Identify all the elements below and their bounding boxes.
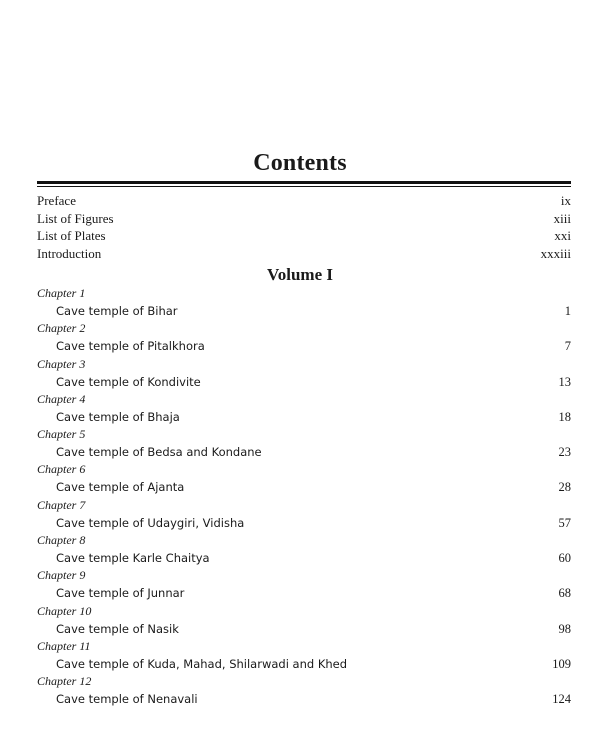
chapter-entry xyxy=(37,532,571,567)
chapter-row xyxy=(37,514,571,532)
chapter-label: Chapter 1 xyxy=(37,286,86,300)
chapter-entry xyxy=(37,356,571,391)
chapter-entry xyxy=(37,567,571,602)
chapter-title: Cave temple of Kuda, Mahad, Shilarwadi and Khed xyxy=(56,656,348,671)
chapter-row xyxy=(37,478,571,496)
front-matter-page: xxxiii xyxy=(540,246,571,262)
chapter-title: Cave temple of Bedsa and Kondane xyxy=(56,445,262,460)
chapter-entry xyxy=(37,603,571,638)
front-matter-item xyxy=(37,210,571,228)
chapter-page: 57 xyxy=(558,515,571,530)
front-matter-list xyxy=(37,192,571,263)
chapter-label: Chapter 9 xyxy=(37,568,86,583)
chapter-row xyxy=(37,408,571,426)
chapter-label: Chapter 5 xyxy=(37,427,86,442)
chapter-page: 23 xyxy=(558,445,571,460)
chapter-entry xyxy=(37,285,571,320)
front-matter-item xyxy=(37,245,571,263)
chapter-row xyxy=(37,655,571,673)
chapter-entry xyxy=(37,426,571,461)
chapter-row xyxy=(37,443,571,461)
front-matter-label: List of Plates xyxy=(37,228,106,244)
chapter-label: Chapter 6 xyxy=(37,462,86,477)
chapter-page: 28 xyxy=(558,480,571,495)
chapter-title: Cave temple of Kondivite xyxy=(56,374,201,389)
page-title: Contents xyxy=(253,150,347,176)
chapter-entry xyxy=(37,638,571,673)
chapter-label: Chapter 8 xyxy=(37,533,86,548)
front-matter-page: xxi xyxy=(554,228,571,244)
chapter-page: 13 xyxy=(558,374,571,389)
chapter-page: 68 xyxy=(558,586,571,601)
chapter-page: 98 xyxy=(558,621,571,636)
chapter-row xyxy=(37,302,571,320)
front-matter-item xyxy=(37,192,571,210)
title-rule-thin xyxy=(37,186,571,187)
chapter-title: Cave temple of Pitalkhora xyxy=(56,339,205,354)
front-matter-label: List of Figures xyxy=(37,210,114,226)
chapter-title: Cave temple of Nasik xyxy=(56,621,179,636)
chapter-row xyxy=(37,373,571,391)
chapter-title: Cave temple of Udaygiri, Vidisha xyxy=(56,515,245,530)
chapter-label: Chapter 7 xyxy=(37,497,86,512)
chapter-row xyxy=(37,549,571,567)
chapter-page: 1 xyxy=(564,304,571,318)
chapter-label: Chapter 3 xyxy=(37,356,86,371)
chapter-page: 124 xyxy=(552,692,571,707)
front-matter-item xyxy=(37,227,571,245)
chapter-row xyxy=(37,584,571,602)
chapter-title: Cave temple of Nenavali xyxy=(56,692,198,707)
chapter-entry xyxy=(37,673,571,708)
front-matter-label: Introduction xyxy=(37,246,102,262)
chapter-label: Chapter 11 xyxy=(37,638,91,653)
front-matter-label: Preface xyxy=(37,193,76,208)
chapter-title: Cave temple of Bhaja xyxy=(56,409,180,424)
chapter-row xyxy=(37,690,571,708)
chapter-row xyxy=(37,337,571,355)
front-matter-page: ix xyxy=(560,193,571,208)
chapter-row xyxy=(37,620,571,638)
chapter-label: Chapter 12 xyxy=(37,674,92,689)
chapter-label: Chapter 10 xyxy=(37,603,92,618)
chapter-label: Chapter 2 xyxy=(37,321,86,336)
chapter-title: Cave temple of Junnar xyxy=(56,586,185,601)
chapter-label: Chapter 4 xyxy=(37,391,86,406)
chapter-title: Cave temple of Bihar xyxy=(56,304,178,318)
chapter-entry xyxy=(37,320,571,355)
volume-heading: Volume I xyxy=(267,265,333,284)
chapter-title: Cave temple Karle Chaitya xyxy=(56,551,210,566)
chapter-entry xyxy=(37,461,571,496)
chapter-entry xyxy=(37,497,571,532)
chapter-page: 109 xyxy=(552,656,571,671)
front-matter-page: xiii xyxy=(553,210,571,226)
chapter-page: 18 xyxy=(558,409,571,424)
chapter-page: 7 xyxy=(564,339,571,354)
chapter-page: 60 xyxy=(558,551,571,566)
chapter-entry xyxy=(37,391,571,426)
chapter-title: Cave temple of Ajanta xyxy=(56,480,185,495)
title-rule-thick xyxy=(37,181,571,184)
chapter-list xyxy=(37,285,571,709)
